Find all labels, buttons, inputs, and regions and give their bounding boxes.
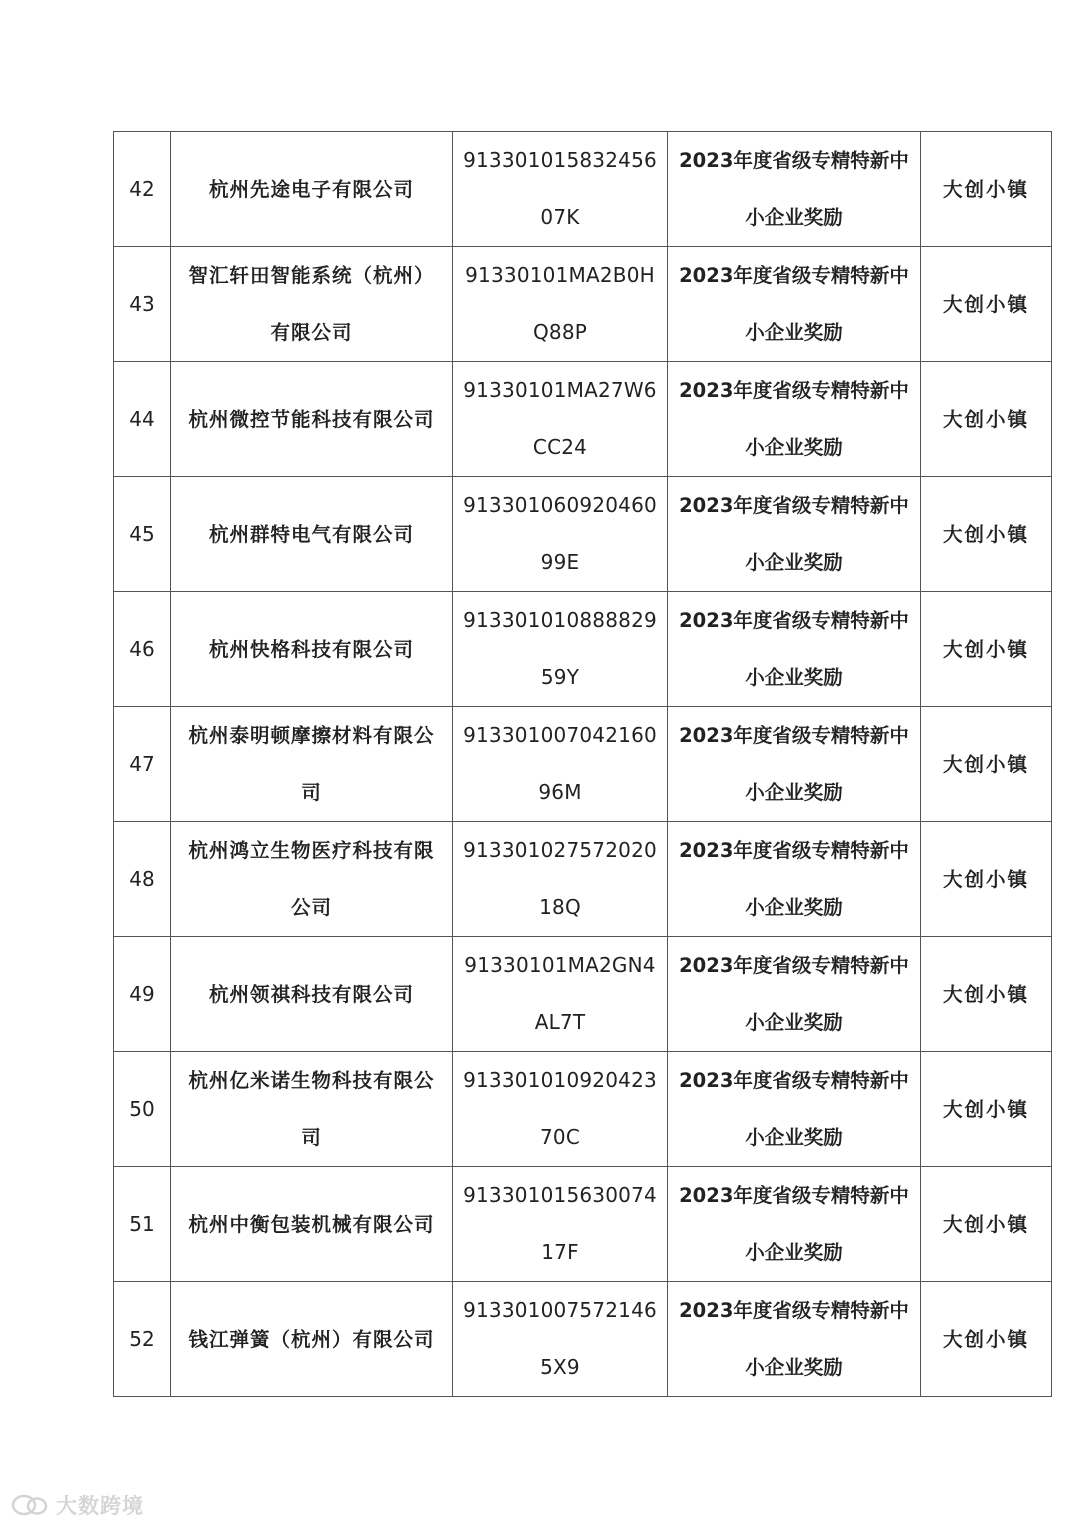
- company-name: 杭州群特电气有限公司: [171, 477, 453, 592]
- credit-code: 91330101MA2GN4AL7T: [453, 937, 668, 1052]
- table-row: [114, 1052, 1052, 1167]
- enterprise-award-table: [113, 131, 1052, 1397]
- watermark: [10, 1490, 144, 1520]
- table-row: [114, 1282, 1052, 1397]
- company-name: 杭州领祺科技有限公司: [171, 937, 453, 1052]
- watermark-text: 大数跨境: [56, 1494, 144, 1518]
- location: 大创小镇: [921, 362, 1052, 477]
- row-number: 49: [114, 937, 171, 1052]
- company-name: 杭州泰明顿摩擦材料有限公司: [171, 707, 453, 822]
- location: 大创小镇: [921, 1052, 1052, 1167]
- row-number: 43: [114, 247, 171, 362]
- location: 大创小镇: [921, 247, 1052, 362]
- table-row: [114, 822, 1052, 937]
- credit-code: 91330101MA2B0HQ88P: [453, 247, 668, 362]
- company-name: 杭州微控节能科技有限公司: [171, 362, 453, 477]
- award-name: 2023年度省级专精特新中小企业奖励: [668, 937, 921, 1052]
- row-number: 52: [114, 1282, 171, 1397]
- company-name: 钱江弹簧（杭州）有限公司: [171, 1282, 453, 1397]
- table-row: [114, 592, 1052, 707]
- credit-code: 91330100704216096M: [453, 707, 668, 822]
- credit-code: 91330102757202018Q: [453, 822, 668, 937]
- row-number: 46: [114, 592, 171, 707]
- table-body: [114, 132, 1052, 1397]
- company-name: 智汇轩田智能系统（杭州）有限公司: [171, 247, 453, 362]
- credit-code: 91330101MA27W6CC24: [453, 362, 668, 477]
- row-number: 47: [114, 707, 171, 822]
- credit-code: 91330101088882959Y: [453, 592, 668, 707]
- table-row: [114, 132, 1052, 247]
- location: 大创小镇: [921, 132, 1052, 247]
- company-name: 杭州鸿立生物医疗科技有限公司: [171, 822, 453, 937]
- award-name: 2023年度省级专精特新中小企业奖励: [668, 247, 921, 362]
- award-name: 2023年度省级专精特新中小企业奖励: [668, 1052, 921, 1167]
- table-row: [114, 937, 1052, 1052]
- location: 大创小镇: [921, 1167, 1052, 1282]
- credit-code: 91330101583245607K: [453, 132, 668, 247]
- award-name: 2023年度省级专精特新中小企业奖励: [668, 822, 921, 937]
- table-row: [114, 477, 1052, 592]
- award-name: 2023年度省级专精特新中小企业奖励: [668, 477, 921, 592]
- table-row: [114, 707, 1052, 822]
- row-number: 48: [114, 822, 171, 937]
- location: 大创小镇: [921, 592, 1052, 707]
- company-name: 杭州快格科技有限公司: [171, 592, 453, 707]
- credit-code: 91330101092042370C: [453, 1052, 668, 1167]
- location: 大创小镇: [921, 937, 1052, 1052]
- location: 大创小镇: [921, 707, 1052, 822]
- award-name: 2023年度省级专精特新中小企业奖励: [668, 362, 921, 477]
- location: 大创小镇: [921, 477, 1052, 592]
- credit-code: 91330101563007417F: [453, 1167, 668, 1282]
- table-row: [114, 247, 1052, 362]
- table-row: [114, 1167, 1052, 1282]
- company-name: 杭州亿米诺生物科技有限公司: [171, 1052, 453, 1167]
- company-name: 杭州中衡包装机械有限公司: [171, 1167, 453, 1282]
- row-number: 50: [114, 1052, 171, 1167]
- table-row: [114, 362, 1052, 477]
- company-name: 杭州先途电子有限公司: [171, 132, 453, 247]
- award-name: 2023年度省级专精特新中小企业奖励: [668, 1167, 921, 1282]
- award-name: 2023年度省级专精特新中小企业奖励: [668, 132, 921, 247]
- location: 大创小镇: [921, 1282, 1052, 1397]
- credit-code: 91330106092046099E: [453, 477, 668, 592]
- award-name: 2023年度省级专精特新中小企业奖励: [668, 1282, 921, 1397]
- award-name: 2023年度省级专精特新中小企业奖励: [668, 707, 921, 822]
- row-number: 45: [114, 477, 171, 592]
- award-name: 2023年度省级专精特新中小企业奖励: [668, 592, 921, 707]
- credit-code: 913301007572146 5X9: [453, 1282, 668, 1397]
- row-number: 44: [114, 362, 171, 477]
- row-number: 42: [114, 132, 171, 247]
- row-number: 51: [114, 1167, 171, 1282]
- location: 大创小镇: [921, 822, 1052, 937]
- wechat-logo-icon: [10, 1493, 50, 1517]
